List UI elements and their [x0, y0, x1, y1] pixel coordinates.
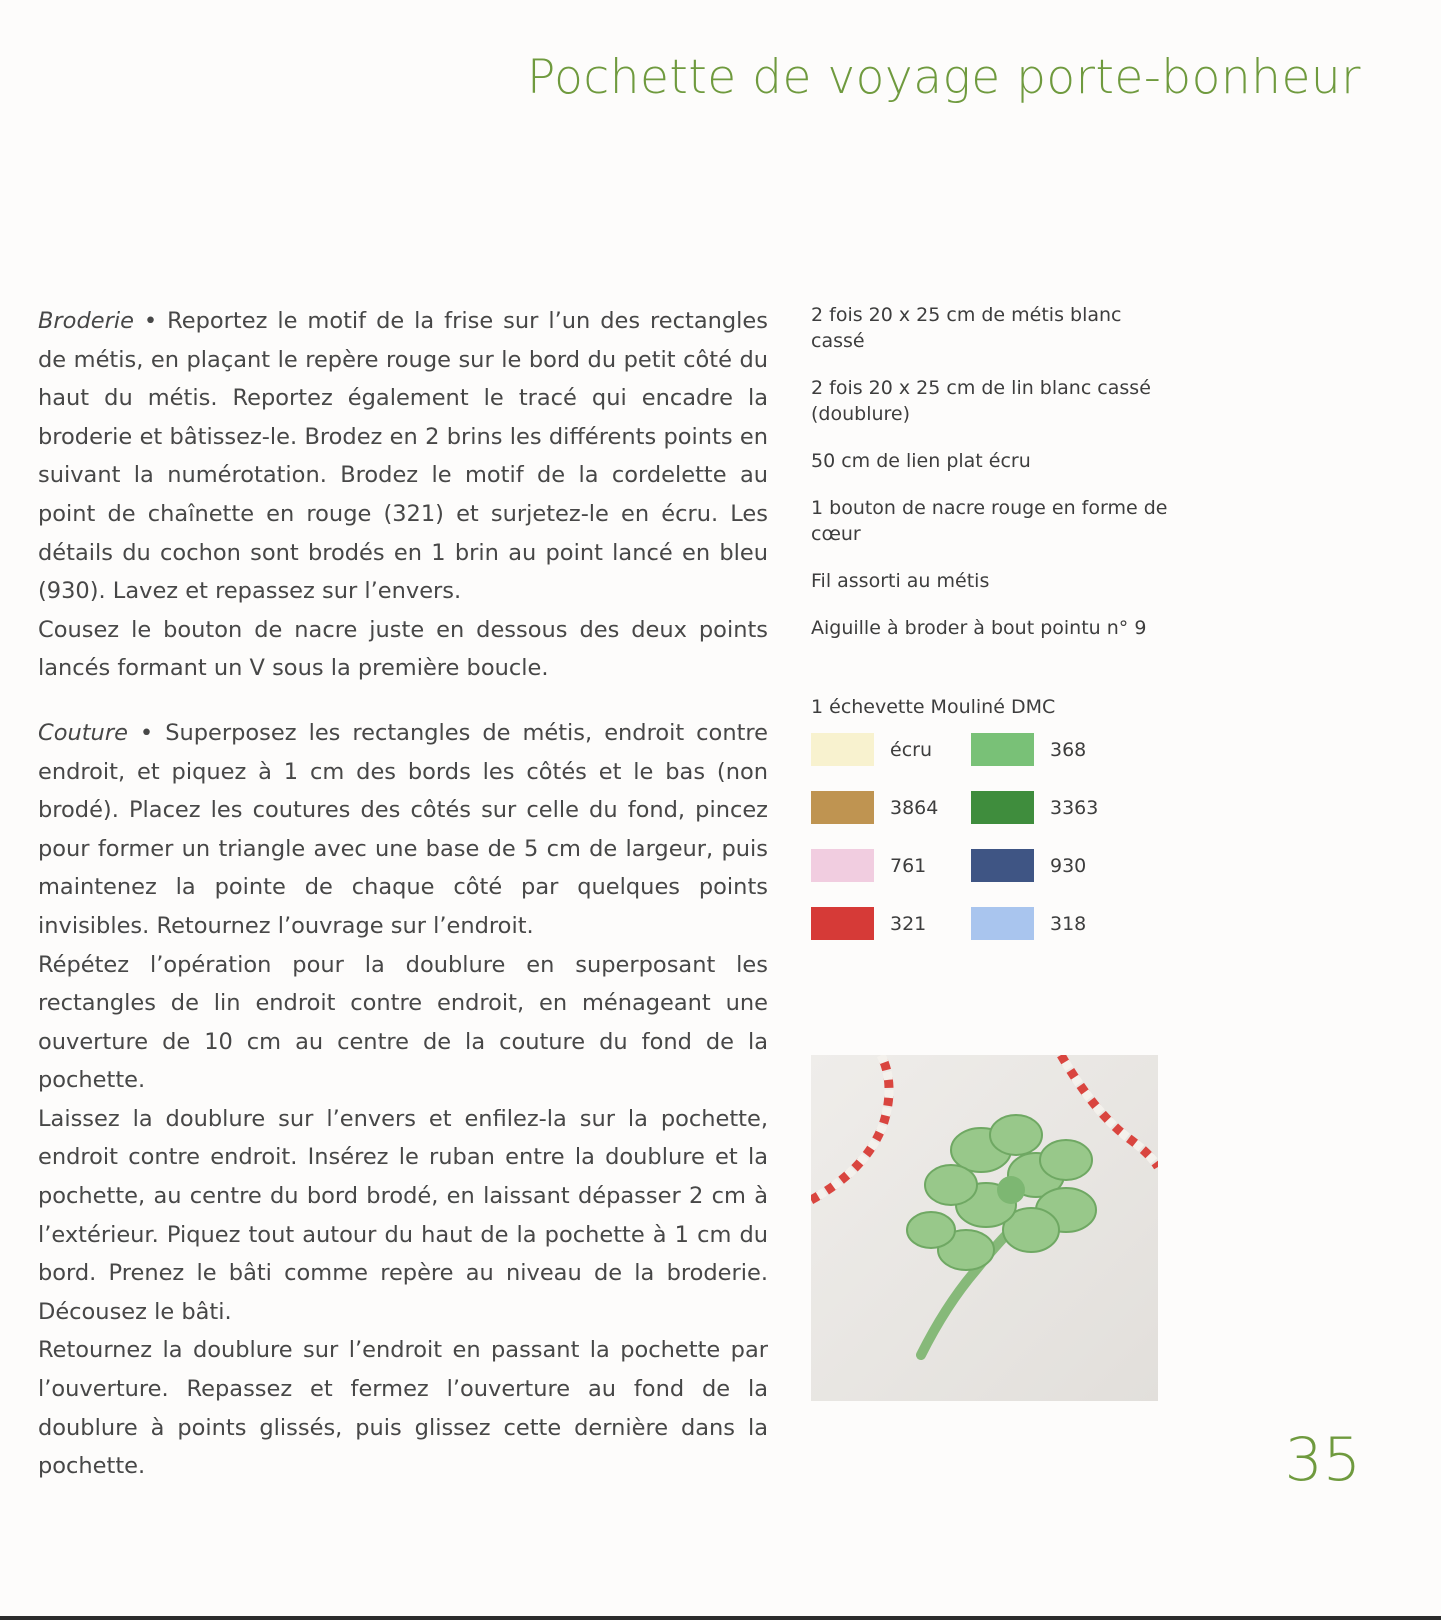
dmc-title: 1 échevette Mouliné DMC: [811, 696, 1056, 718]
page-title: Pochette de voyage porte-bonheur: [526, 50, 1361, 105]
thread-swatches: [811, 733, 1171, 940]
instructions: [38, 302, 768, 1486]
couture-paragraph: [38, 714, 768, 946]
swatch: [811, 849, 971, 882]
swatch-code: 3363: [1050, 796, 1099, 819]
page-number: 35: [1284, 1425, 1361, 1495]
swatch-code: 321: [890, 912, 927, 935]
swatch: [971, 907, 1131, 940]
swatch-code: 368: [1050, 738, 1087, 761]
clover-embroidery-photo: [811, 1055, 1158, 1401]
swatch-code: 318: [1050, 912, 1087, 935]
material-item: 1 bouton de nacre rouge en forme de cœur: [811, 497, 1168, 545]
broderie-text: Reportez le motif de la frise sur l’un des rectangles de métis, en plaçant le repère rouge sur le bord du petit côté du haut du métis. Reportez également le tracé qui encadre la broderie et bâtissez-le. Brodez en 2 brins les différents points en suivant la numérotation. Brodez le motif de la cordelette au point de chaînette en rouge (321) et surjetez-le en écru. Les détails du cochon sont brodés en 1 brin au point lancé en bleu (930). Lavez et repassez sur l’envers.: [38, 308, 768, 605]
color-chip: [811, 791, 874, 824]
couture-paragraph-2: Répétez l’opération pour la doublure en superposant les rectangles de lin endroit contre endroit, en ménageant une ouverture de 10 cm au centre de la couture du fond de la pochette.: [38, 951, 768, 1094]
color-chip: [971, 849, 1034, 882]
color-chip: [811, 907, 874, 940]
material-item: 50 cm de lien plat écru: [811, 450, 1031, 472]
swatch-code: écru: [890, 738, 932, 761]
material-item: Aiguille à broder à bout pointu n° 9: [811, 617, 1147, 639]
material-item: 2 fois 20 x 25 cm de métis blanc cassé: [811, 304, 1122, 352]
couture-paragraph-4: Retournez la doublure sur l’endroit en passant la pochette par l’ouverture. Repassez et fermez l’ouverture au fond de la doublure à points glissés, puis glissez cette dernière dans la pochette.: [38, 1337, 768, 1480]
color-chip: [811, 849, 874, 882]
broderie-heading: Broderie: [38, 308, 134, 334]
color-chip: [971, 791, 1034, 824]
material-item: Fil assorti au métis: [811, 570, 990, 592]
materials-panel: [811, 302, 1171, 940]
broderie-paragraph: [38, 302, 768, 611]
swatch: [811, 907, 971, 940]
bullet: •: [133, 308, 168, 334]
swatch: [971, 849, 1131, 882]
bullet: •: [127, 719, 166, 746]
swatch-code: 3864: [890, 796, 939, 819]
swatch-code: 930: [1050, 854, 1087, 877]
color-chip: [811, 733, 874, 766]
color-chip: [971, 907, 1034, 940]
material-item: 2 fois 20 x 25 cm de lin blanc cassé (doublure): [811, 377, 1151, 425]
swatch: [971, 733, 1131, 766]
couture-paragraph-3: Laissez la doublure sur l’envers et enfilez-la sur la pochette, endroit contre endroit. Insérez le ruban entre la doublure et la pochette, au centre du bord brodé, en laissant dépasser 2 cm à l’extérieur. Piquez tout autour du haut de la pochette à 1 cm du bord. Prenez le bâti comme repère au niveau de la broderie. Décousez le bâti.: [38, 1105, 768, 1325]
swatch: [811, 791, 971, 824]
color-chip: [971, 733, 1034, 766]
swatch: [971, 791, 1131, 824]
swatch: [811, 733, 971, 766]
swatch-code: 761: [890, 854, 927, 877]
couture-text: Superposez les rectangles de métis, endroit contre endroit, et piquez à 1 cm des bords les côtés et le bas (non brodé). Placez les coutures des côtés sur celle du fond, pincez pour former un triangle avec une base de 5 cm de largeur, puis maintenez la pointe de chaque côté par quelques points invisibles. Retournez l’ouvrage sur l’endroit.: [38, 719, 769, 939]
couture-heading: Couture: [38, 719, 128, 746]
page-edge: [0, 1616, 1441, 1620]
broderie-paragraph-2: Cousez le bouton de nacre juste en dessous des deux points lancés formant un V sous la première boucle.: [38, 616, 768, 682]
